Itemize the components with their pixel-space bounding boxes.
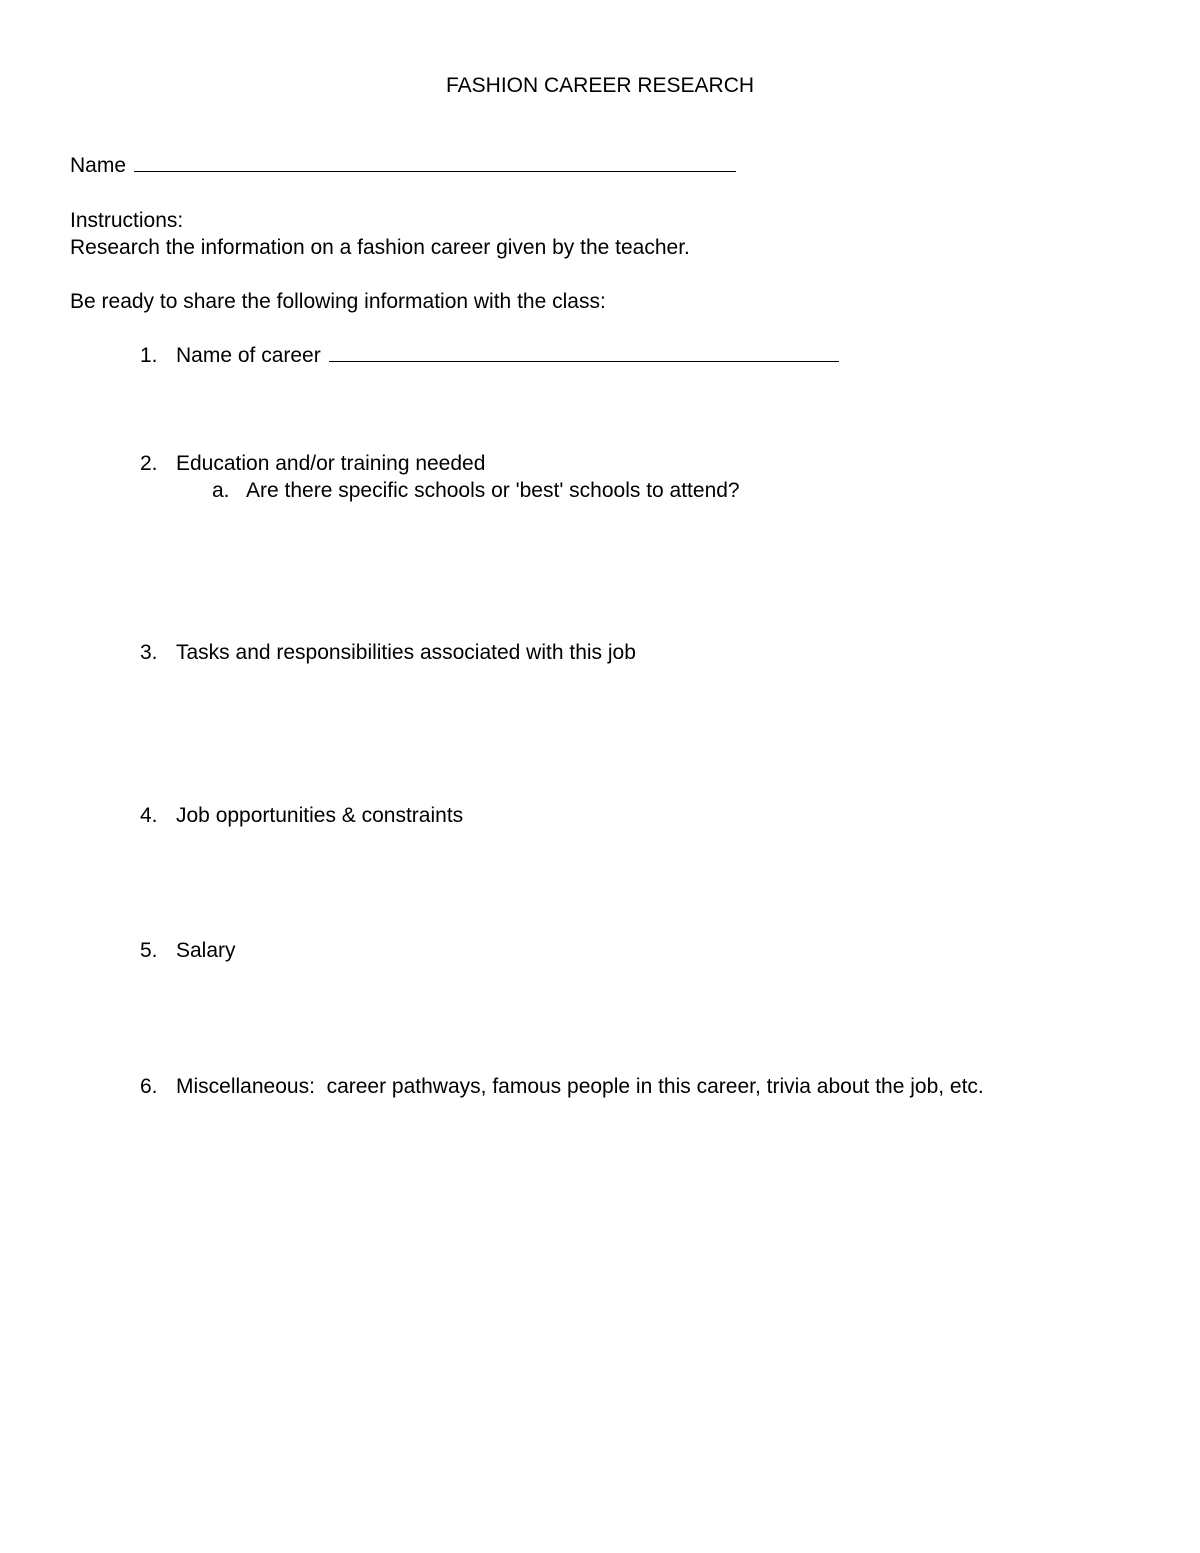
list-item-text: Education and/or training needed (176, 452, 486, 475)
list-item-4 (140, 802, 463, 829)
page-title: FASHION CAREER RESEARCH (445, 74, 755, 97)
list-item-1 (140, 342, 839, 369)
sub-item-letter: a. (212, 479, 230, 502)
name-label: Name (70, 154, 127, 177)
list-item-number: 6. (140, 1075, 158, 1098)
list-item-2 (140, 450, 485, 477)
career-name-blank-line[interactable] (329, 343, 839, 362)
list-item-text: Tasks and responsibilities associated with this job (176, 641, 636, 664)
list-item-3 (140, 639, 636, 666)
list-item-5 (140, 937, 236, 964)
name-blank-line[interactable] (134, 153, 736, 172)
share-text: Be ready to share the following information with the class: (70, 290, 606, 313)
list-item-number: 1. (140, 344, 158, 367)
instructions-text: Research the information on a fashion career given by the teacher. (70, 236, 690, 259)
list-item-text: Job opportunities & constraints (176, 804, 464, 827)
list-item-number: 2. (140, 452, 158, 475)
sub-item-text: Are there specific schools or 'best' schools to attend? (246, 479, 740, 502)
list-item-number: 4. (140, 804, 158, 827)
list-item-6 (140, 1073, 984, 1100)
list-item-text: Name of career (176, 344, 321, 367)
list-item-text: Miscellaneous: career pathways, famous people in this career, trivia about the job, etc. (176, 1075, 984, 1098)
list-item-number: 5. (140, 939, 158, 962)
list-item-number: 3. (140, 641, 158, 664)
list-item-text: Salary (176, 939, 236, 962)
name-field (70, 152, 736, 179)
instructions-heading: Instructions: (70, 209, 184, 232)
sub-item-a (212, 477, 740, 504)
